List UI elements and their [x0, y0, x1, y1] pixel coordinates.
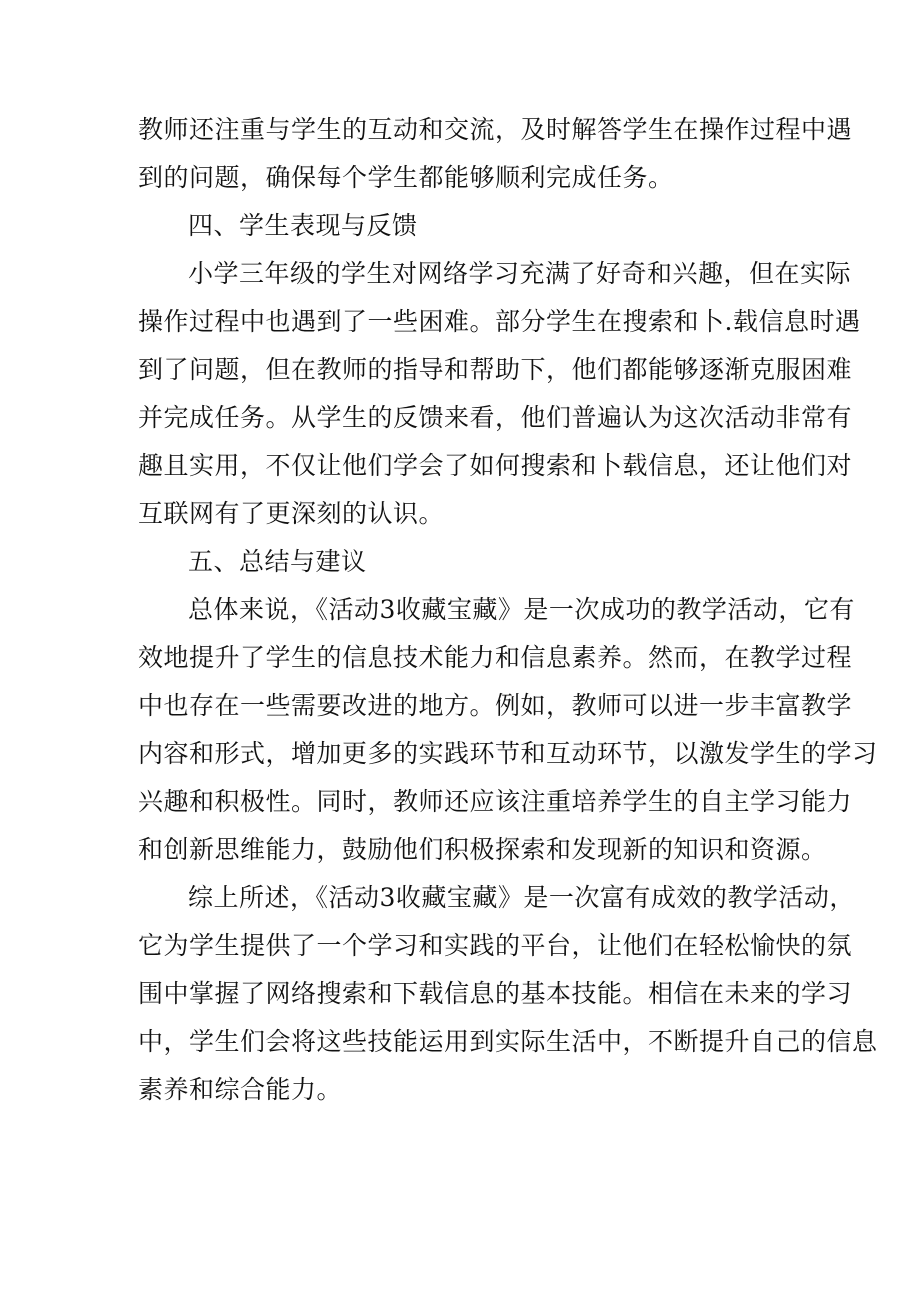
- text-line: 和创新思维能力，鼓励他们积极探索和发现新的知识和资源。: [138, 835, 827, 864]
- text-line: 中，学生们会将这些技能运用到实际生活中，不断提升自己的信息: [138, 1027, 878, 1056]
- text-line: 总体来说，《活动3收藏宝藏》是一次成功的教学活动，它有: [188, 595, 855, 624]
- text-line: 并完成任务。从学生的反馈来看，他们普遍认为这次活动非常有: [138, 403, 853, 432]
- text-line: 内容和形式，增加更多的实践环节和互动环节，以激发学生的学习: [138, 739, 878, 768]
- text-line: 到了问题，但在教师的指导和帮助下，他们都能够逐渐克服困难: [138, 355, 853, 384]
- section-heading: 五、总结与建议: [188, 547, 367, 576]
- text-line: 综上所述，《活动3收藏宝藏》是一次富有成效的教学活动，: [188, 883, 855, 912]
- text-line: 兴趣和积极性。同时，教师还应该注重培养学生的自主学习能力: [138, 787, 853, 816]
- text-line: 效地提升了学生的信息技术能力和信息素养。然而，在教学过程: [138, 643, 853, 672]
- text-line: 教师还注重与学生的互动和交流，及时解答学生在操作过程中遇: [138, 115, 853, 144]
- text-line: 操作过程中也遇到了一些困难。部分学生在搜索和卜.载信息时遇: [138, 307, 861, 336]
- text-line: 趣且实用，不仅让他们学会了如何搜索和卜载信息，还让他们对: [138, 451, 853, 480]
- text-line: 它为学生提供了一个学习和实践的平台，让他们在轻松愉快的氛: [138, 931, 853, 960]
- text-line: 小学三年级的学生对网络学习充满了好奇和兴趣，但在实际: [188, 259, 852, 288]
- text-line: 互联网有了更深刻的认识。: [138, 499, 445, 528]
- section-heading: 四、学生表现与反馈: [188, 211, 418, 240]
- text-line: 围中掌握了网络搜索和下载信息的基本技能。相信在未来的学习: [138, 979, 853, 1008]
- text-line: 素养和综合能力。: [138, 1075, 343, 1104]
- text-line: 中也存在一些需要改进的地方。例如，教师可以进一步丰富教学: [138, 691, 853, 720]
- text-line: 到的问题，确保每个学生都能够顺利完成任务。: [138, 163, 674, 192]
